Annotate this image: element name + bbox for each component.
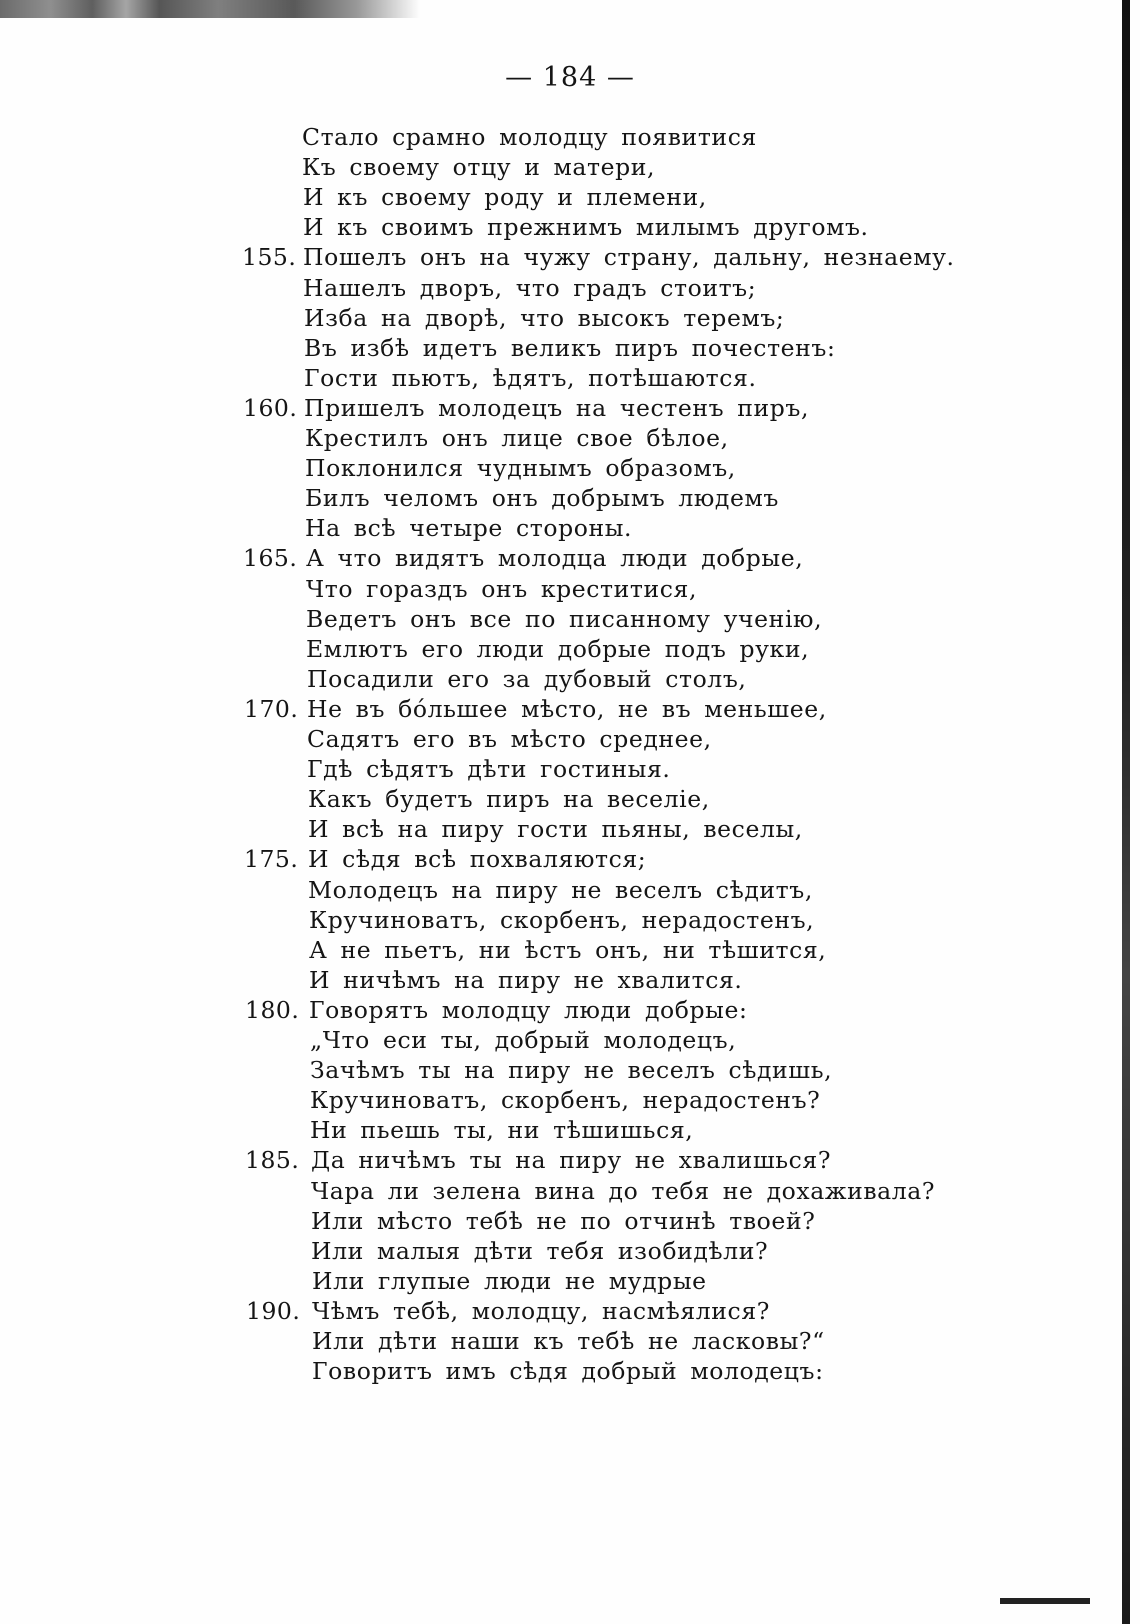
verse-line: А не пьетъ, ни ѣстъ онъ, ни тѣшится, [309, 935, 827, 964]
line-number: 170. [244, 694, 299, 723]
line-number: 160. [243, 393, 298, 422]
verse-line: Ни пьешь ты, ни тѣшишься, [310, 1116, 694, 1145]
verse-line: Пришелъ молодецъ на честенъ пиръ, [304, 393, 810, 422]
line-number: 175. [244, 845, 299, 874]
line-number: 180. [245, 995, 300, 1024]
verse-line: Гдѣ сѣдятъ дѣти гостиныя. [307, 755, 671, 784]
scan-artifact-right-edge [1122, 0, 1130, 1624]
verse-line: Какъ будетъ пиръ на веселіе, [308, 785, 710, 814]
line-number: 185. [245, 1146, 300, 1175]
verse-line: И къ своимъ прежнимъ милымъ другомъ. [303, 213, 869, 242]
verse-line: Ведетъ онъ все по писанному ученію, [306, 604, 823, 633]
verse-line: Билъ челомъ онъ добрымъ людемъ [305, 484, 779, 513]
verse-line: Не въ бо́льшее мѣсто, не въ меньшее, [307, 694, 827, 723]
verse-line: Пошелъ онъ на чужу страну, дальну, незнаему. [303, 243, 955, 272]
verse-line: Крестилъ онъ лице свое бѣлое, [305, 424, 729, 452]
scan-artifact-top [0, 0, 420, 18]
verse-line: Говорятъ молодцу люди добрые: [309, 995, 748, 1024]
verse-line: А что видятъ молодца люди добрые, [306, 544, 804, 573]
line-number: 155. [242, 243, 297, 272]
verse-line: Зачѣмъ ты на пиру не веселъ сѣдишь, [310, 1056, 833, 1085]
page-number: — 184 — [505, 62, 635, 93]
verse-line: Въ избѣ идетъ великъ пиръ почестенъ: [304, 333, 836, 362]
line-number: 190. [246, 1296, 301, 1325]
line-number: 165. [243, 544, 298, 573]
verse-line: Или мѣсто тебѣ не по отчинѣ твоей? [311, 1206, 816, 1235]
verse-line: Молодецъ на пиру не веселъ сѣдитъ, [308, 875, 813, 904]
verse-line: Говоритъ имъ сѣдя добрый молодецъ: [312, 1357, 824, 1386]
verse-line: Или глупые люди не мудрые [312, 1266, 707, 1295]
verse-line: И къ своему роду и племени, [303, 183, 707, 212]
verse-line: „Что еси ты, добрый молодецъ, [310, 1026, 737, 1054]
verse-line: И ничѣмъ на пиру не хвалится. [309, 965, 743, 994]
verse-line: Или дѣти наши къ тебѣ не ласковы?“ [312, 1327, 825, 1355]
verse-line: Поклонился чуднымъ образомъ, [305, 454, 736, 483]
verse-line: Изба на дворѣ, что высокъ теремъ; [304, 303, 785, 332]
verse-line: Нашелъ дворъ, что градъ стоитъ; [303, 273, 757, 302]
verse-line: Къ своему отцу и матери, [302, 153, 656, 182]
verse-line: Стало срамно молодцу появитися [302, 123, 757, 151]
verse-line: И всѣ на пиру гости пьяны, веселы, [308, 815, 803, 844]
verse-line: И сѣдя всѣ похваляются; [308, 845, 647, 874]
verse-line: Чѣмъ тебѣ, молодцу, насмѣялися? [312, 1296, 770, 1325]
verse-line: Да ничѣмъ ты на пиру не хвалишься? [311, 1146, 832, 1175]
verse-line: Посадили его за дубовый столъ, [307, 664, 747, 693]
verse-line: Что гораздъ онъ креститися, [306, 574, 698, 603]
verse-line: Садятъ его въ мѣсто среднее, [307, 725, 712, 753]
verse-line: На всѣ четыре стороны. [305, 514, 633, 543]
verse-line: Чара ли зелена вина до тебя не доxаживала? [311, 1176, 936, 1205]
verse-line: Гости пьютъ, ѣдятъ, потѣшаются. [304, 363, 757, 392]
scan-artifact-bottom [1000, 1598, 1090, 1604]
verse-line: Или малыя дѣти тебя изобидѣли? [311, 1236, 769, 1265]
verse-line: Кручиноватъ, скорбенъ, нерадостенъ, [309, 905, 815, 934]
verse-line: Емлютъ его люди добрые подъ руки, [306, 634, 810, 663]
verse-line: Кручиноватъ, скорбенъ, нерадостенъ? [310, 1086, 821, 1115]
